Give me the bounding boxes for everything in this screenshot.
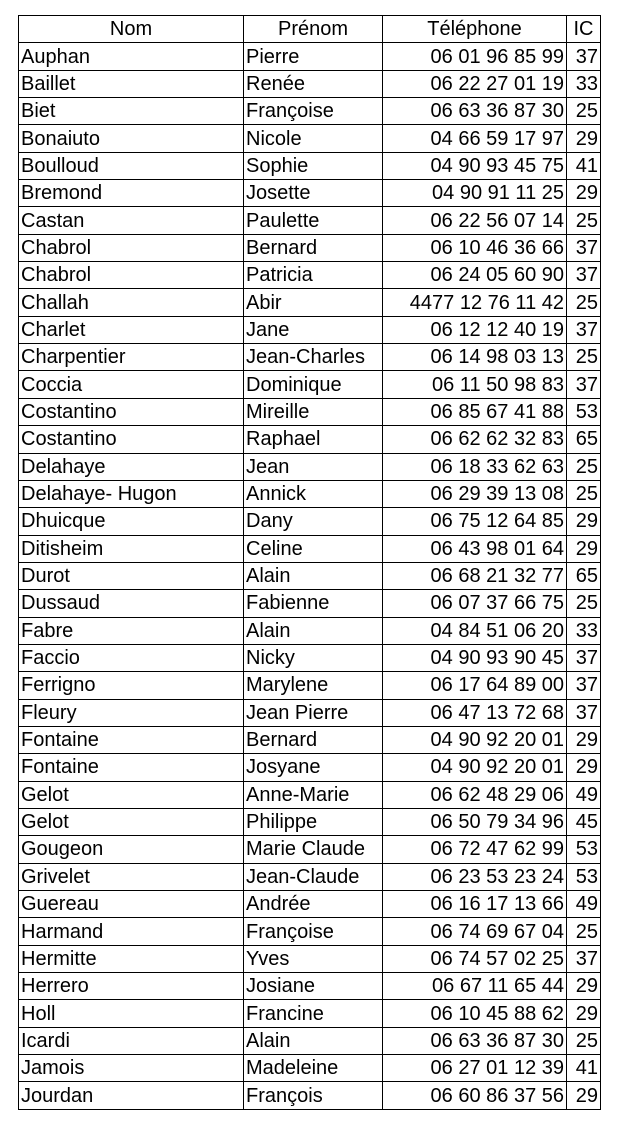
cell-telephone: 06 11 50 98 83 (383, 371, 567, 398)
cell-prenom: Abir (244, 289, 383, 316)
table-row (19, 918, 601, 945)
cell-nom: Icardi (19, 1027, 244, 1054)
cell-nom: Grivelet (19, 863, 244, 890)
cell-telephone: 06 50 79 34 96 (383, 808, 567, 835)
cell-ic: 25 (567, 207, 601, 234)
cell-ic: 37 (567, 43, 601, 70)
cell-prenom: Nicky (244, 644, 383, 671)
cell-ic: 41 (567, 1055, 601, 1082)
cell-nom: Dhuicque (19, 508, 244, 535)
cell-prenom: Yves (244, 945, 383, 972)
table-row (19, 891, 601, 918)
cell-prenom: Sophie (244, 152, 383, 179)
cell-prenom: Madeleine (244, 1055, 383, 1082)
table-row (19, 262, 601, 289)
cell-ic: 29 (567, 1082, 601, 1109)
cell-ic: 25 (567, 453, 601, 480)
table-row (19, 180, 601, 207)
header-row (19, 16, 601, 43)
table-row (19, 125, 601, 152)
cell-ic: 29 (567, 535, 601, 562)
table-row (19, 590, 601, 617)
cell-ic: 37 (567, 234, 601, 261)
cell-ic: 53 (567, 836, 601, 863)
cell-ic: 65 (567, 562, 601, 589)
cell-prenom: Jean (244, 453, 383, 480)
cell-ic: 65 (567, 426, 601, 453)
cell-nom: Charpentier (19, 344, 244, 371)
cell-prenom: Fabienne (244, 590, 383, 617)
cell-ic: 49 (567, 891, 601, 918)
table-row (19, 644, 601, 671)
cell-prenom: Annick (244, 480, 383, 507)
table-row (19, 535, 601, 562)
cell-telephone: 06 22 56 07 14 (383, 207, 567, 234)
contact-table (18, 15, 601, 1110)
cell-ic: 33 (567, 70, 601, 97)
cell-telephone: 06 43 98 01 64 (383, 535, 567, 562)
table-row (19, 562, 601, 589)
cell-prenom: Celine (244, 535, 383, 562)
cell-nom: Costantino (19, 398, 244, 425)
table-row (19, 973, 601, 1000)
cell-nom: Boulloud (19, 152, 244, 179)
table-body (19, 43, 601, 1109)
cell-ic: 29 (567, 125, 601, 152)
cell-ic: 49 (567, 781, 601, 808)
header-prenom: Prénom (244, 16, 383, 43)
cell-telephone: 06 63 36 87 30 (383, 98, 567, 125)
table-row (19, 1055, 601, 1082)
cell-ic: 25 (567, 1027, 601, 1054)
cell-prenom: François (244, 1082, 383, 1109)
cell-prenom: Josyane (244, 754, 383, 781)
cell-telephone: 06 62 48 29 06 (383, 781, 567, 808)
table-row (19, 808, 601, 835)
table-row (19, 426, 601, 453)
cell-telephone: 06 67 11 65 44 (383, 973, 567, 1000)
cell-ic: 29 (567, 180, 601, 207)
cell-prenom: Paulette (244, 207, 383, 234)
table-row (19, 398, 601, 425)
cell-nom: Harmand (19, 918, 244, 945)
table-row (19, 754, 601, 781)
cell-prenom: Dominique (244, 371, 383, 398)
cell-nom: Guereau (19, 891, 244, 918)
cell-telephone: 06 16 17 13 66 (383, 891, 567, 918)
cell-ic: 29 (567, 754, 601, 781)
cell-ic: 53 (567, 863, 601, 890)
cell-nom: Bremond (19, 180, 244, 207)
table-row (19, 152, 601, 179)
cell-nom: Fabre (19, 617, 244, 644)
table-row (19, 508, 601, 535)
table-row (19, 699, 601, 726)
cell-prenom: Jean-Claude (244, 863, 383, 890)
cell-prenom: Raphael (244, 426, 383, 453)
cell-ic: 37 (567, 672, 601, 699)
table-row (19, 70, 601, 97)
cell-telephone: 4477 12 76 11 42 (383, 289, 567, 316)
cell-ic: 37 (567, 699, 601, 726)
cell-telephone: 06 01 96 85 99 (383, 43, 567, 70)
cell-telephone: 06 68 21 32 77 (383, 562, 567, 589)
cell-prenom: Bernard (244, 726, 383, 753)
cell-prenom: Mireille (244, 398, 383, 425)
cell-nom: Delahaye- Hugon (19, 480, 244, 507)
cell-ic: 37 (567, 316, 601, 343)
cell-telephone: 06 07 37 66 75 (383, 590, 567, 617)
cell-ic: 37 (567, 371, 601, 398)
table-row (19, 207, 601, 234)
cell-telephone: 06 72 47 62 99 (383, 836, 567, 863)
cell-telephone: 04 90 93 90 45 (383, 644, 567, 671)
cell-prenom: Nicole (244, 125, 383, 152)
cell-prenom: Marie Claude (244, 836, 383, 863)
cell-prenom: Renée (244, 70, 383, 97)
table-row (19, 289, 601, 316)
cell-ic: 29 (567, 973, 601, 1000)
cell-ic: 33 (567, 617, 601, 644)
cell-telephone: 04 66 59 17 97 (383, 125, 567, 152)
cell-telephone: 04 90 92 20 01 (383, 754, 567, 781)
cell-telephone: 06 10 46 36 66 (383, 234, 567, 261)
table-row (19, 43, 601, 70)
cell-nom: Herrero (19, 973, 244, 1000)
cell-ic: 41 (567, 152, 601, 179)
cell-telephone: 06 74 57 02 25 (383, 945, 567, 972)
cell-telephone: 06 63 36 87 30 (383, 1027, 567, 1054)
cell-nom: Jourdan (19, 1082, 244, 1109)
header-ic: IC (567, 16, 601, 43)
cell-telephone: 04 90 92 20 01 (383, 726, 567, 753)
cell-telephone: 04 90 91 11 25 (383, 180, 567, 207)
cell-telephone: 06 74 69 67 04 (383, 918, 567, 945)
cell-telephone: 06 22 27 01 19 (383, 70, 567, 97)
contact-sheet (18, 15, 600, 1110)
cell-prenom: Bernard (244, 234, 383, 261)
cell-nom: Durot (19, 562, 244, 589)
cell-prenom: Alain (244, 1027, 383, 1054)
cell-prenom: Jean-Charles (244, 344, 383, 371)
table-row (19, 617, 601, 644)
cell-telephone: 06 75 12 64 85 (383, 508, 567, 535)
table-row (19, 316, 601, 343)
cell-telephone: 06 85 67 41 88 (383, 398, 567, 425)
cell-ic: 45 (567, 808, 601, 835)
cell-nom: Baillet (19, 70, 244, 97)
header-nom: Nom (19, 16, 244, 43)
cell-prenom: Françoise (244, 98, 383, 125)
cell-nom: Gougeon (19, 836, 244, 863)
cell-nom: Delahaye (19, 453, 244, 480)
cell-telephone: 06 29 39 13 08 (383, 480, 567, 507)
cell-telephone: 06 62 62 32 83 (383, 426, 567, 453)
cell-ic: 53 (567, 398, 601, 425)
cell-prenom: Jane (244, 316, 383, 343)
cell-nom: Ditisheim (19, 535, 244, 562)
cell-telephone: 06 24 05 60 90 (383, 262, 567, 289)
cell-ic: 29 (567, 1000, 601, 1027)
cell-ic: 25 (567, 98, 601, 125)
cell-ic: 25 (567, 918, 601, 945)
cell-ic: 37 (567, 262, 601, 289)
cell-nom: Gelot (19, 808, 244, 835)
cell-nom: Hermitte (19, 945, 244, 972)
cell-nom: Chabrol (19, 262, 244, 289)
cell-prenom: Patricia (244, 262, 383, 289)
cell-nom: Costantino (19, 426, 244, 453)
cell-prenom: Josette (244, 180, 383, 207)
cell-ic: 29 (567, 726, 601, 753)
cell-telephone: 06 47 13 72 68 (383, 699, 567, 726)
cell-telephone: 06 17 64 89 00 (383, 672, 567, 699)
table-row (19, 1027, 601, 1054)
cell-prenom: Philippe (244, 808, 383, 835)
cell-nom: Fleury (19, 699, 244, 726)
cell-nom: Faccio (19, 644, 244, 671)
cell-ic: 29 (567, 508, 601, 535)
cell-nom: Fontaine (19, 754, 244, 781)
table-row (19, 344, 601, 371)
cell-nom: Jamois (19, 1055, 244, 1082)
cell-nom: Charlet (19, 316, 244, 343)
table-row (19, 480, 601, 507)
cell-nom: Bonaiuto (19, 125, 244, 152)
cell-nom: Challah (19, 289, 244, 316)
cell-telephone: 06 10 45 88 62 (383, 1000, 567, 1027)
cell-telephone: 06 23 53 23 24 (383, 863, 567, 890)
cell-nom: Gelot (19, 781, 244, 808)
cell-telephone: 06 60 86 37 56 (383, 1082, 567, 1109)
cell-telephone: 06 14 98 03 13 (383, 344, 567, 371)
cell-prenom: Andrée (244, 891, 383, 918)
table-row (19, 863, 601, 890)
table-row (19, 371, 601, 398)
cell-telephone: 04 84 51 06 20 (383, 617, 567, 644)
cell-prenom: Dany (244, 508, 383, 535)
cell-prenom: Marylene (244, 672, 383, 699)
table-row (19, 234, 601, 261)
cell-ic: 25 (567, 344, 601, 371)
cell-prenom: Anne-Marie (244, 781, 383, 808)
cell-nom: Ferrigno (19, 672, 244, 699)
cell-ic: 25 (567, 480, 601, 507)
table-row (19, 1082, 601, 1109)
cell-nom: Coccia (19, 371, 244, 398)
table-row (19, 836, 601, 863)
table-row (19, 1000, 601, 1027)
header-telephone: Téléphone (383, 16, 567, 43)
table-row (19, 781, 601, 808)
cell-telephone: 04 90 93 45 75 (383, 152, 567, 179)
cell-nom: Holl (19, 1000, 244, 1027)
cell-ic: 25 (567, 590, 601, 617)
cell-nom: Fontaine (19, 726, 244, 753)
cell-nom: Dussaud (19, 590, 244, 617)
table-row (19, 672, 601, 699)
cell-telephone: 06 18 33 62 63 (383, 453, 567, 480)
table-row (19, 453, 601, 480)
cell-ic: 37 (567, 945, 601, 972)
cell-prenom: Francine (244, 1000, 383, 1027)
cell-prenom: Josiane (244, 973, 383, 1000)
cell-nom: Biet (19, 98, 244, 125)
table-row (19, 945, 601, 972)
table-row (19, 98, 601, 125)
cell-prenom: Alain (244, 617, 383, 644)
cell-nom: Chabrol (19, 234, 244, 261)
cell-prenom: Françoise (244, 918, 383, 945)
cell-prenom: Alain (244, 562, 383, 589)
cell-nom: Auphan (19, 43, 244, 70)
table-row (19, 726, 601, 753)
cell-ic: 25 (567, 289, 601, 316)
cell-nom: Castan (19, 207, 244, 234)
cell-prenom: Jean Pierre (244, 699, 383, 726)
cell-telephone: 06 12 12 40 19 (383, 316, 567, 343)
cell-ic: 37 (567, 644, 601, 671)
cell-telephone: 06 27 01 12 39 (383, 1055, 567, 1082)
cell-prenom: Pierre (244, 43, 383, 70)
